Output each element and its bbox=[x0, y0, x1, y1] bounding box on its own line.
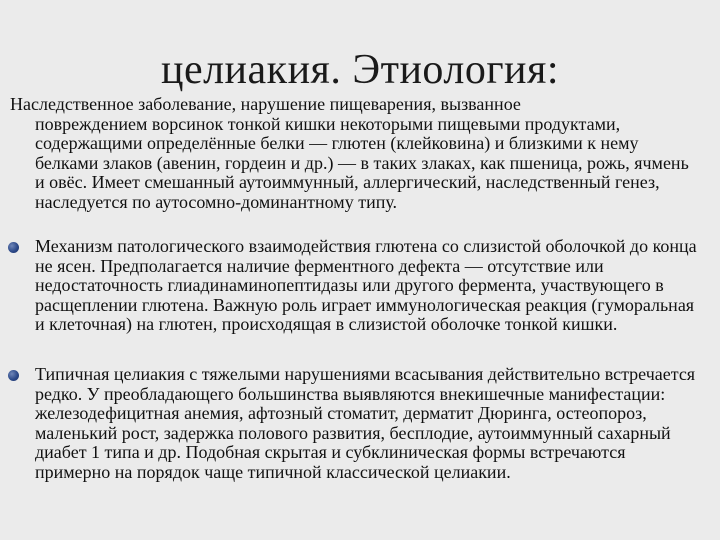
bullet-text: Типичная целиакия с тяжелыми нарушениями всасывания действительно встречается редко. У преобладающего большинства выявляются внекишечные манифестации: железодефицитная анемия, афтозный стоматит, дерматит Дюринга, остеопороз, маленький рост, задержка полового развития, бесплодие, аутоиммунный сахарный диабет 1 типа и др. Подобная скрытая и субклиническая формы встречаются примерно на порядок чаще типичной классической целиакии. bbox=[35, 364, 696, 482]
bullet-dot-icon bbox=[8, 370, 19, 381]
slide-title: целиакия. Этиология: bbox=[160, 47, 560, 93]
intro-paragraph-first-line: Наследственное заболевание, нарушение пищеварения, вызванное bbox=[10, 94, 521, 114]
intro-paragraph bbox=[10, 95, 700, 212]
bullet-text: Механизм патологического взаимодействия глютена со слизистой оболочкой до конца не ясен. Предполагается наличие ферментного дефекта — отсутствие или недостаточность глиадинаминопептидазы или другого фермента, участвующего в расщеплении глютена. Важную роль играет иммунологическая реакция (гуморальная и клеточная) на глютен, происходящая в слизистой оболочке тонкой кишки. bbox=[35, 236, 697, 334]
bullet-dot-icon bbox=[8, 242, 19, 253]
intro-paragraph-rest: повреждением ворсинок тонкой кишки некоторыми пищевыми продуктами, содержащими определённые белки — глютен (клейковина) и близкими к нему белками злаков (авенин, гордеин и др.) — в таких злаках, как пшеница, рожь, ячмень и овёс. Имеет смешанный аутоиммунный, аллергический, наследственный генез, наследуется по аутосомно-доминантному типу. bbox=[35, 113, 689, 212]
